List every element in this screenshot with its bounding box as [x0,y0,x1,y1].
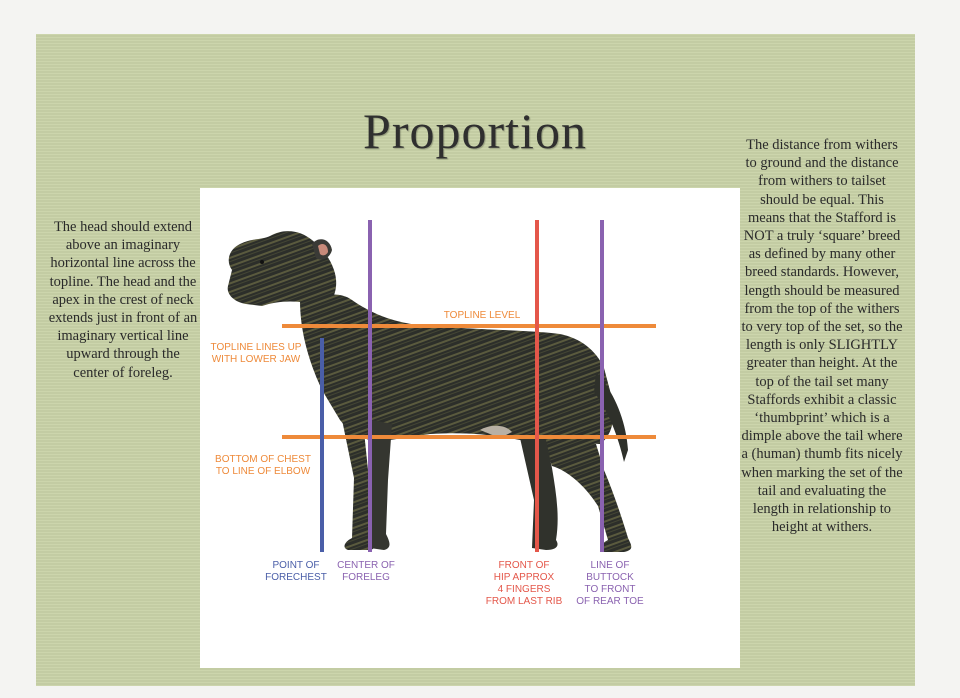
front-of-hip-line [535,220,539,552]
center-foreleg-label-2: FORELEG [342,572,390,583]
length-height-description-text: The distance from withers to ground and the distance from withers to tailset should be equal. This means that the Stafford is NOT a truly ‘square’ breed as defined by many other breed standards. However, length should be measured from the top of the withers to very top of the set, so the length is only SLIGHTLY greater than height. At the top of the tail set many Staffords exhibit a classic ‘thumbprint’ which is a dimple above the tail where a (human) thumb fits nicely when marking the set of the tail and evaluating the length in relationship to height at withers. [741,137,903,536]
front-hip-label-3: 4 FINGERS [497,584,551,595]
head-description-text: The head should extend above an imaginary horizontal line across the topline. The head and the apex in the crest of neck extends just in front of an imaginary vertical line upward through the center of foreleg. [48,219,198,381]
point-forechest-label-2: FORECHEST [265,572,327,583]
line-buttock-label-3: TO FRONT [584,584,636,595]
front-hip-label-4: FROM LAST RIB [485,596,563,607]
topline-level-label: TOPLINE LEVEL [443,310,521,321]
topline-jaw-label-1: TOPLINE LINES UP [210,342,302,353]
front-hip-label-2: HIP APPROX [493,572,555,583]
point-of-forechest-line [320,338,324,552]
bottom-chest-label-2: TO LINE OF ELBOW [215,466,311,477]
line-buttock-label-2: BUTTOCK [586,572,634,583]
page-title: Proportion [363,103,587,159]
center-foreleg-label-1: CENTER OF [337,560,395,571]
topline-level-line [282,324,656,328]
dog-silhouette [228,231,632,552]
topline-jaw-label-2: WITH LOWER JAW [211,354,301,365]
line-buttock-label-4: OF REAR TOE [576,596,644,607]
line-of-buttock-line [600,220,604,552]
line-buttock-label-1: LINE OF [590,560,630,571]
bottom-chest-label-1: BOTTOM OF CHEST [215,454,311,465]
bottom-chest-line [282,435,656,439]
point-forechest-label-1: POINT OF [272,560,320,571]
center-of-foreleg-line [368,220,372,552]
front-hip-label-1: FRONT OF [498,560,550,571]
